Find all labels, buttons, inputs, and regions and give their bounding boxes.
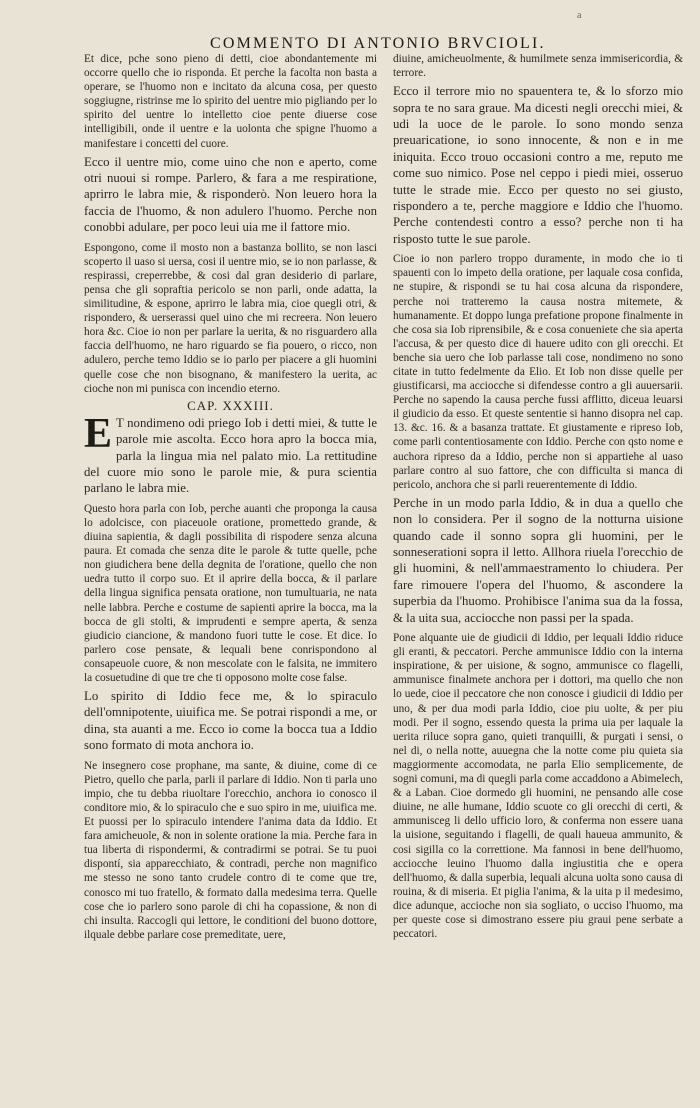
right-paragraph-1: diuine, amicheuolmente, & humilmete senza immisericordia, & terrore. [393, 53, 683, 80]
chapter-opening-paragraph [84, 410, 377, 497]
left-paragraph-1: Et dice, pche sono pieno di detti, cioe abondantemente mi occorre quello che io risponda. Et perche la facolta non basta a operare, se l'huomo non e incitato da alcuna cosa, per questo soggiugne, ristrinse me lo spirito del uentre mio pigliando per lo spirito del uentre lo intelletto cioe pente diuerse cose intelligibili, onde il uentre e la uolonta che spigne l'huomo a manifestare i concetti del cuore. [84, 53, 377, 150]
folio-mark: a [577, 10, 582, 21]
left-paragraph-6-scripture: Lo spirito di Iddio fece me, & lo spiraculo dell'omnipotente, uiuifica me. Se potrai rispondi a me, or dina, sta auanti a me. Ecco io come la bocca tua a Iddio sono formato di mota anchora io. [84, 689, 377, 753]
left-column [84, 52, 377, 1088]
left-paragraph-3: Espongono, come il mosto non a bastanza bollito, se non lasci scoperto il uaso si uersa, cosi il uentre mio, se io non parlasse, & respirassi, creperrebbe, & cosi dal gran desiderio di parlare, pensa che gli sopraftia pericolo se non parli, onde adatta, la similitudine, & espone, aprirro le labra mia, cioe quegli otri, & rispondero, & uerserassi quel uino che mi recreera. Non leuero hora &c. Cioe io non per parlare la uerita, & no risguardero alla faccia dell'huomo, ne haro riguardo se fia pouero, o ricco, non adulero, perche temo Iddio se io parlo per piacere a gli huomini quelle cose che non bisognano, & manifestero la uerita, ac cioche non mi punisca con incendio eterno. [84, 241, 377, 395]
right-paragraph-2-scripture: Ecco il terrore mio no spauentera te, & lo sforzo mio sopra te no sara graue. Ma dicesti negli orecchi miei, & udi la uoce de le parole. Io sono mondo senza preuaricatione, io sono innocente, & non e in me iniquita. Ecco trouo occasioni contro a me, reputo me come suo nimico. Pose nel ceppo i piedi miei, osseruo tutte le strade mie. Ecco per questo no sei giusto, rispondero a te, perche maggiore e Iddio che l'huomo. Perche contendesti contro a esso? perche non ti ha risposto tutte le sue parole. [393, 84, 683, 246]
right-paragraph-3: Cioe io non parlero troppo duramente, in modo che io ti spauenti con lo impeto della oratione, per laquale cosa confida, ne stupire, & rispondi se tu hai cosa alcuna da rispondere, perche noi tratteremo la causa nostra mitemete, & humanamente. Et doppo lunga prefatione propone finalmente in che cosa sia Iob riprensibile, & e cosa conueniete che sia aperta l'accusa, & per questo dice di hauere udito con gli orecchi. Et benche sia uero che Iob parlasse tali cose, nondimeno no sono citate in tutto fedelmente da Elio. Et Iob non disse quelle per giustificarsi, ma acciocche si difendesse contro a gli auuersarii. Perche no sapendo la causa perche fussi afflitto, diceua leuarsi il giudicio da esso. Et queste sententie si hanno disopra nel cap. 13. &c. 16. & a basanza trattate. Et giustamente e ripreso Iob, come parli contentiosamente con Iddio. Perche con qsto nome e auchora ripreso da a Iddio, perche non si appartiehe al uaso parlare contro al suo fattore, che con difficulta si manca di pericolo, anchora che si parli reuerentemente di Iddio. [393, 253, 683, 491]
running-head: COMMENTO DI ANTONIO BRVCIOLI. [210, 35, 546, 52]
left-paragraph-2-scripture: Ecco il uentre mio, come uino che non e aperto, come otri nuoui si rompe. Parlero, & fara a me respiratione, aprirro le labra mie, & risponderò. Non leuero hora la faccia de l'huomo, & non adulero l'huomo. Perche non conobbi adulare, per poco leui uia me il fattore mio. [84, 154, 377, 235]
right-paragraph-4-scripture: Perche in un modo parla Iddio, & in dua a quello che non lo considera. Per il sogno de la notturna uisione quando cade il sonno sopra gli huomini, per le sonneserationi sopra il letto. Allhora riuela l'orecchio de gli huomini, & nell'ammaestramento lo chiudera. Per fare rimouere l'opera del l'huomo, & ascondere la superbia da l'huomo. Prohibisce l'anima sua da la fossa, & la uita sua, acciocche non passi per la spada. [393, 495, 683, 625]
left-paragraph-5: Questo hora parla con Iob, perche auanti che proponga la causa lo adolcisce, con piaceuole oratione, promettedo grande, & diuina sapientia, & dagli possibilita di rispodere senza alcuna paura. Et comada che senza dite le parole & tutte quelle, pche non giudichera bene della degnita de l'oratione, quello che non uedra tutto il corpo suo. Et il aprire della bocca, & il parlare della lingua significa pensata oratione, non tumultuaria, ne nata nelle labbra. Perche e costume de sapienti aprire la bocca, ma la bocca de gli stolti, & imprudenti e sempre aperta, & senza giudicio ciancione, & mandono fuori tutte le cose. Et dice. Io parlero cose pensate, & lequali bene conrispondono al consapeuole cuore, & non mescolate con le falsita, ne immitero la cosuetudine di que tre che ti opposono molte cose false. [84, 502, 377, 684]
left-paragraph-7: Ne insegnero cose prophane, ma sante, & diuine, come di ce Pietro, quello che parla, parli il parlare di Iddio. Non ti parla uno impio, che tu debba riuoltare l'orecchio, anchora io conosco il conditore mio, & lo spiraculo che e suo spiro in me, uiuifica me. Et puossi per lo spiraculo intendere l'anima data da Iddio. Et fara amicheuole, & non in solente oratione la mia. Perche fara in tua liberta di rispondermi, & contradirmi se potrai. Se tu puoi dispontí, sia apparecchiato, & contradi, perche non magnifico me stesso ne sono tanto crudele contro di te come que tre, conosco mi tuo fratello, & formato dalla medesima terra. Quelle cose che io parlero sono parole di chi ha copassione, & non di chi insulta. Raccogli qui lettore, le conditioni del buono dottore, ilquale debbe parlare cose premeditate, uere, [84, 759, 377, 941]
chapter-heading: CAP. XXXIII. [187, 397, 274, 413]
drop-cap-letter: E [84, 410, 113, 457]
chapter-opening-text: T nondimeno odi priego Iob i detti miei, & tutte le parole mie ascolta. Ecco hora apro la bocca mia, parla la lingua mia nel palato mio. La rettitudine del cuore mio sono le parole mie, & pura scientia parlano le labra mie. [84, 415, 377, 496]
right-paragraph-5: Pone alquante uie de giudicii di Iddio, per lequali Iddio riduce gli eranti, & peccatori. Perche ammunisce Iddio con la interna inspiratione, & per uisione, & sogno, ammunisce co flagelli, ammunisce finalmete anchora per i dottori, ma quello che non lo uede, cioe il peccatore che non conosce i giudicii di Iddio per uno, & per dua modi parla Iddio, cioe piu uolte, & per piu modi. Per il sogno, essendo questa la prima uia per laquale la uerita riluce sopra gano, quieti tranquilli, & purgati i sensi, o nel di, o nella notte, auuegna che la notte come piu quieta sia maggiormente accomodata, ne parla Elio semplicemente, de sogni comuni, ma di quegli parla come accaddono a Abimelech, & a Laban. Cioe dormedo gli huomini, ne pensando alle cose diuine, ne alle humane, Iddio scuote co gli orecchi di certi, & ammunisceg li dello ufficio loro, & conferma non essere uana la uisione, seguitando i flagelli, de quali haueua ammunito, & cosi sigilla co la correttione. Ma fannosi in bene dell'huomo, acciocche leuino l'huomo dalla ingiustitia che e opera dell'huomo, & dalla superbia, lequali alcuna uolta sono causa di rouina, & di miseria. Et piglia l'anima, & la uita p il medesimo, dice adunque, accioche non sia sogliato, o ucciso l'huomo, ma per queste cose si dimostrano essere piu graui pene serbate a peccatori. [393, 632, 683, 941]
right-column [393, 52, 683, 1088]
